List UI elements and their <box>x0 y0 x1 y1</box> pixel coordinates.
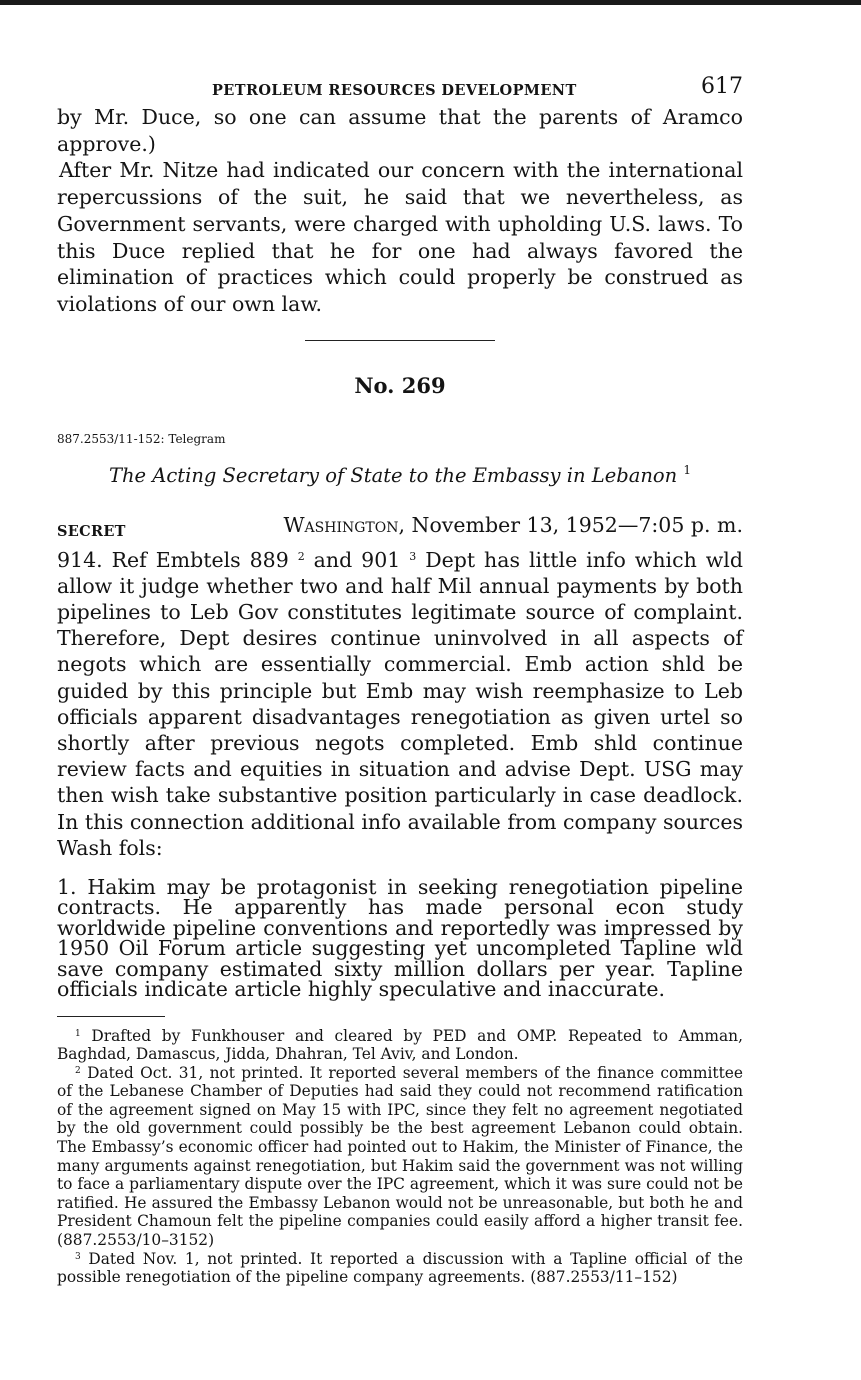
scan-top-border <box>0 0 861 5</box>
document-title <box>57 464 743 487</box>
footnote-2 <box>57 1064 743 1250</box>
page-number: 617 <box>701 74 743 99</box>
classification-label: SECRET <box>57 522 126 540</box>
footnote-2-mark: 2 <box>75 1065 81 1076</box>
dateline <box>57 513 743 545</box>
continued-paragraph: by Mr. Duce, so one can assume that the parents of Aramco approve.) <box>57 105 743 156</box>
document-page <box>57 70 743 1287</box>
document-title-text: The Acting Secretary of State to the Embassy in Lebanon <box>108 463 678 487</box>
footnote-1 <box>57 1027 743 1064</box>
section-divider <box>305 340 495 341</box>
place-name: Washington, <box>283 512 405 537</box>
running-head-title: PETROLEUM RESOURCES DEVELOPMENT <box>212 82 577 99</box>
date-time: November 13, 1952—7:05 p. m. <box>411 512 743 537</box>
telegram-body <box>57 547 743 861</box>
footnote-ref-3: 3 <box>409 549 417 563</box>
telegram-seg-3: Dept has little info which wld allow it judge whether two and half Mil annual payments by both pipelines to Leb Gov constitutes legitimate source of complaint. Therefore, Dept desires continue uninvolved in all aspects of negots which are essentially commercial. Emb action shld be guided by this principle but Emb may wish reemphasize to Leb officials apparent disadvantages renegotiation as given urtel so shortly after previous negots completed. Emb shld continue review facts and equities in situation and advise Dept. USG may then wish take substantive position particularly in case deadlock. In this connection additional info available from company sources Wash fols: <box>57 547 743 860</box>
footnote-3 <box>57 1250 743 1287</box>
footnote-divider <box>57 1016 165 1017</box>
footnotes <box>57 1027 743 1287</box>
telegram-point-1: 1. Hakim may be protagonist in seeking renegotiation pipeline contracts. He apparently has made personal econ study worldwide pipeline conventions and reportedly was impressed by 1950 Oil Forum article suggesting yet uncompleted Tapline wld save company estimated sixty million dollars per year. Tapline officials indicate article highly speculative and inaccurate. <box>57 875 743 1002</box>
footnote-3-mark: 3 <box>75 1251 81 1262</box>
footnote-2-text: Dated Oct. 31, not printed. It reported several members of the finance committee of the Lebanese Chamber of Deputies had said they could not recommend ratification of the agreement signed on May 15 with IPC, since they felt no agreement negotiated by the old government could possibly be the best agreement Lebanon could obtain. The Embassy’s economic officer had pointed out to Hakim, the Minister of Finance, the many arguments against renegotiation, but Hakim said the government was not willing to face a parliamentary dispute over the IPC agreement, which it was sure could not be ratified. He assured the Embassy Lebanon would not be unreasonable, but both he and President Chamoun felt the pipeline companies could easily afford a higher transit fee. (887.2553/10–3152) <box>57 1063 743 1250</box>
footnote-1-mark: 1 <box>75 1028 81 1039</box>
telegram-seg-2: and 901 <box>313 547 401 572</box>
nitze-paragraph: After Mr. Nitze had indicated our concern with the international repercussions of the suit, he said that we nevertheless, as Government servants, were charged with upholding U.S. laws. To this Duce replied that he for one had always favored the elimination of practices which could properly be construed as violations of our own law. <box>57 158 743 316</box>
document-number: No. 269 <box>354 372 446 398</box>
footnote-ref-2: 2 <box>297 549 305 563</box>
telegram-seg-1: 914. Ref Embtels 889 <box>57 547 289 572</box>
date-place <box>283 513 743 537</box>
running-head <box>57 70 743 104</box>
footnote-ref-1: 1 <box>683 462 692 477</box>
footnote-1-text: Drafted by Funkhouser and cleared by PED and OMP. Repeated to Amman, Baghdad, Damascus, Jidda, Dhahran, Tel Aviv, and London. <box>57 1026 743 1064</box>
footnote-3-text: Dated Nov. 1, not printed. It reported a discussion with a Tapline official of the possible renegotiation of the pipeline company agreements. (887.2553/11–152) <box>57 1249 743 1287</box>
file-reference: 887.2553/11-152: Telegram <box>57 431 226 446</box>
